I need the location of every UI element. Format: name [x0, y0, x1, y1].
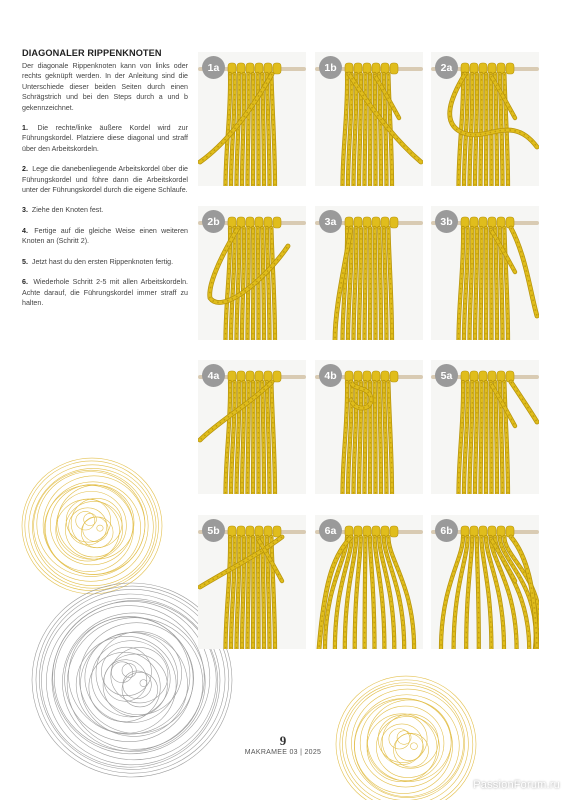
- step-photo-3a: [315, 206, 423, 340]
- step-5: [22, 257, 188, 267]
- step-photo-3b: [431, 206, 539, 340]
- step-number: 1.: [22, 124, 28, 133]
- step-label-badge: 3a: [319, 210, 342, 233]
- step-photo-1b: [315, 52, 423, 186]
- step-number: 2.: [22, 165, 28, 174]
- step-photo-5a: [431, 360, 539, 494]
- step-photo-6a: [315, 515, 423, 649]
- step-number: 4.: [22, 226, 28, 235]
- step-label-badge: 1a: [202, 56, 225, 79]
- step-text: Ziehe den Knoten fest.: [29, 206, 104, 215]
- step-number: 3.: [22, 206, 28, 215]
- step-3: [22, 205, 188, 215]
- step-number: 5.: [22, 257, 28, 266]
- step-label-badge: 4b: [319, 364, 342, 387]
- step-photo-4b: [315, 360, 423, 494]
- step-label-badge: 2a: [435, 56, 458, 79]
- watermark: PassionForum.ru: [473, 779, 560, 791]
- step-text: Lege die danebenliegende Arbeitskordel über die Führungskordel und führe dann die Arbeitskordel unter der Führungskordel durch die eigene Schlaufe.: [22, 165, 188, 195]
- step-text: Die rechte/linke äußere Kordel wird zur Führungskordel. Platziere diese diagonal und straff über den Arbeitskordeln.: [22, 124, 188, 153]
- step-1: [22, 123, 188, 154]
- step-photo-1a: [198, 52, 306, 186]
- step-label-badge: 3b: [435, 210, 458, 233]
- step-2: [22, 164, 188, 195]
- step-label-badge: 6b: [435, 519, 458, 542]
- step-photo-2b: [198, 206, 306, 340]
- step-label-badge: 6a: [319, 519, 342, 542]
- step-photo-6b: [431, 515, 539, 649]
- step-text: Fertige auf die gleiche Weise einen weiteren Knoten an (Schritt 2).: [22, 226, 188, 246]
- article-intro: Der diagonale Rippenknoten kann von links oder rechts geknüpft werden. In der Anleitung sind die Unterschiede dieser beiden Seiten durch einen Schrägstrich und bei den Steps durch a und b gekennzeichnet.: [22, 62, 188, 112]
- page-number: 9: [279, 733, 287, 748]
- magazine-issue: MAKRAMEE 03 | 2025: [244, 749, 322, 756]
- step-photo-5b: [198, 515, 306, 649]
- step-6: [22, 277, 188, 308]
- step-text: Jetzt hast du den ersten Rippenknoten fertig.: [29, 257, 174, 266]
- step-4: [22, 226, 188, 247]
- step-photo-2a: [431, 52, 539, 186]
- step-label-badge: 1b: [319, 56, 342, 79]
- step-text: Wiederhole Schritt 2-5 mit allen Arbeitskordeln. Achte darauf, die Führungskordel immer straff zu halten.: [22, 278, 188, 307]
- steps-list: [22, 123, 188, 308]
- article-title: DIAGONALER RIPPENKNOTEN: [22, 48, 162, 58]
- instructions-column: [22, 48, 188, 318]
- yellow-circle-left: [22, 458, 162, 594]
- step-label-badge: 5a: [435, 364, 458, 387]
- step-label-badge: 4a: [202, 364, 225, 387]
- step-photo-4a: [198, 360, 306, 494]
- step-number: 6.: [22, 278, 28, 287]
- step-label-badge: 2b: [202, 210, 225, 233]
- step-label-badge: 5b: [202, 519, 225, 542]
